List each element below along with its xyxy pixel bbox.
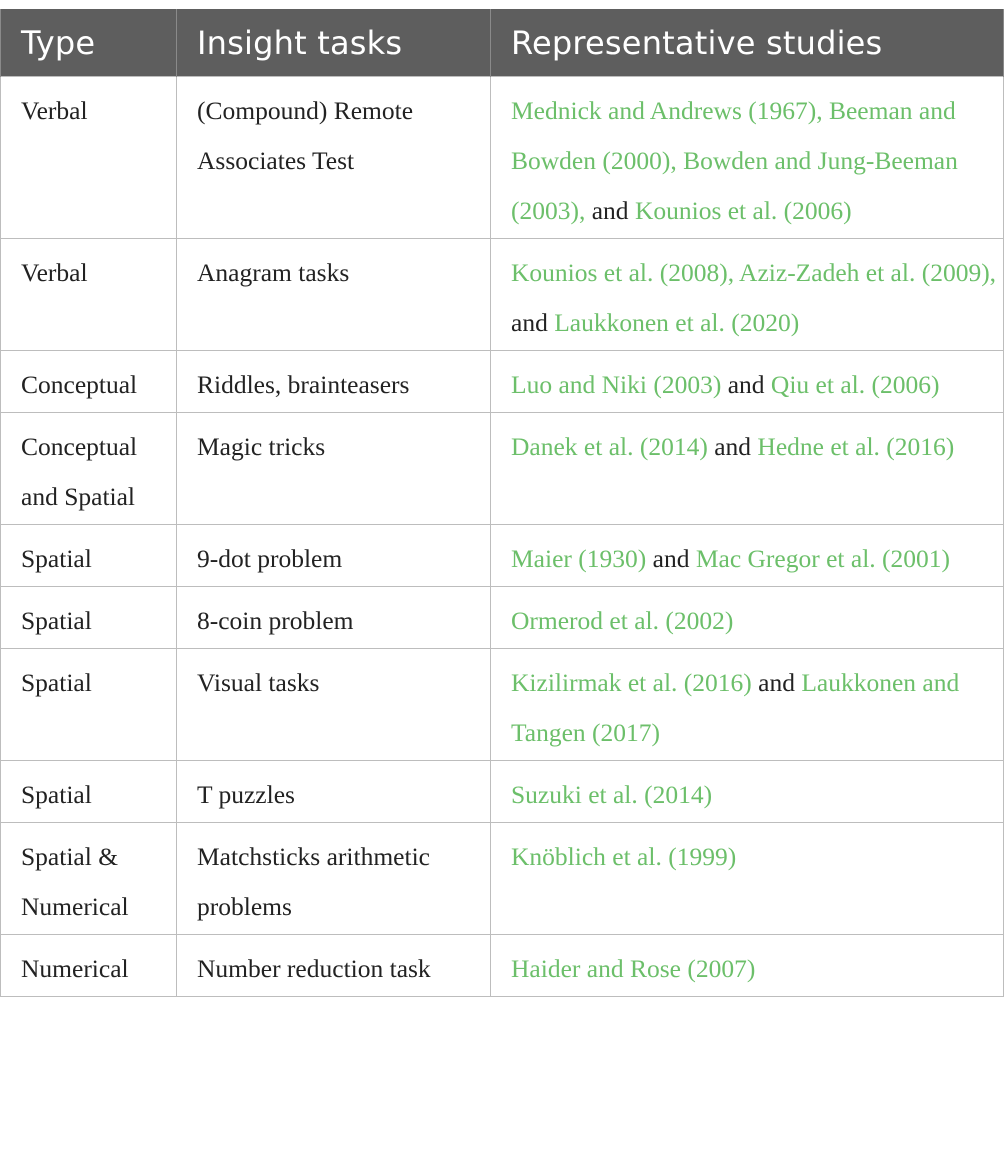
reference-link[interactable]: Haider and Rose (2007) (511, 954, 756, 983)
cell-type: Spatial (1, 587, 177, 649)
reference-link[interactable]: Mac Gregor et al. (2001) (695, 544, 951, 573)
cell-insight-task: 8-coin problem (177, 587, 491, 649)
connector-text: and (646, 544, 696, 573)
cell-type: Conceptual (1, 351, 177, 413)
cell-representative-studies (491, 935, 1004, 997)
cell-representative-studies (491, 587, 1004, 649)
connector-text: and (751, 668, 802, 697)
cell-representative-studies (491, 649, 1004, 761)
table-row (1, 761, 1004, 823)
cell-insight-task: 9-dot problem (177, 525, 491, 587)
cell-type: Conceptual and Spatial (1, 413, 177, 525)
cell-type: Verbal (1, 239, 177, 351)
reference-link[interactable]: Laukkonen and Tangen (2017) (511, 668, 960, 747)
table-row (1, 351, 1004, 413)
cell-type: Spatial (1, 761, 177, 823)
reference-link[interactable]: Qiu et al. (2006) (770, 370, 940, 399)
cell-type: Spatial (1, 649, 177, 761)
cell-insight-task: Matchsticks arithmetic problems (177, 823, 491, 935)
header-insight-tasks: Insight tasks (177, 9, 491, 77)
table-row (1, 935, 1004, 997)
table-row (1, 525, 1004, 587)
cell-representative-studies (491, 351, 1004, 413)
cell-insight-task: Riddles, brainteasers (177, 351, 491, 413)
table-row (1, 77, 1004, 239)
header-row (1, 9, 1004, 77)
reference-link[interactable]: Hedne et al. (2016) (757, 432, 955, 461)
cell-type: Verbal (1, 77, 177, 239)
reference-link[interactable]: Suzuki et al. (2014) (511, 780, 713, 809)
reference-link[interactable]: Kounios et al. (2008), Aziz-Zadeh et al. (2009), (511, 258, 997, 287)
table-row (1, 649, 1004, 761)
connector-text: and (721, 370, 771, 399)
reference-link[interactable]: Kizilirmak et al. (2016) (511, 668, 752, 697)
reference-link[interactable]: Mednick and Andrews (1967), Beeman and Bowden (2000), Bowden and Jung-Beeman (2003), (511, 96, 958, 225)
cell-type: Spatial (1, 525, 177, 587)
table-row (1, 587, 1004, 649)
cell-representative-studies (491, 413, 1004, 525)
table-row (1, 413, 1004, 525)
connector-text: and (585, 196, 635, 225)
cell-representative-studies (491, 761, 1004, 823)
cell-representative-studies (491, 77, 1004, 239)
reference-link[interactable]: Laukkonen et al. (2020) (554, 308, 800, 337)
header-representative-studies: Representative studies (491, 9, 1004, 77)
cell-representative-studies (491, 823, 1004, 935)
cell-type: Spatial & Numerical (1, 823, 177, 935)
reference-link[interactable]: Luo and Niki (2003) (511, 370, 722, 399)
table-row (1, 823, 1004, 935)
cell-insight-task: (Compound) Remote Associates Test (177, 77, 491, 239)
connector-text: and (707, 432, 758, 461)
insight-tasks-table (0, 9, 1004, 997)
cell-insight-task: T puzzles (177, 761, 491, 823)
reference-link[interactable]: Ormerod et al. (2002) (511, 606, 734, 635)
reference-link[interactable]: Kounios et al. (2006) (634, 196, 852, 225)
cell-type: Numerical (1, 935, 177, 997)
reference-link[interactable]: Knöblich et al. (1999) (511, 842, 737, 871)
cell-insight-task: Visual tasks (177, 649, 491, 761)
reference-link[interactable]: Maier (1930) (511, 544, 647, 573)
cell-representative-studies (491, 525, 1004, 587)
cell-insight-task: Anagram tasks (177, 239, 491, 351)
cell-insight-task: Magic tricks (177, 413, 491, 525)
connector-text: and (511, 308, 555, 337)
header-type: Type (1, 9, 177, 77)
table-body (1, 77, 1004, 997)
cell-representative-studies (491, 239, 1004, 351)
cell-insight-task: Number reduction task (177, 935, 491, 997)
table-row (1, 239, 1004, 351)
reference-link[interactable]: Danek et al. (2014) (511, 432, 708, 461)
